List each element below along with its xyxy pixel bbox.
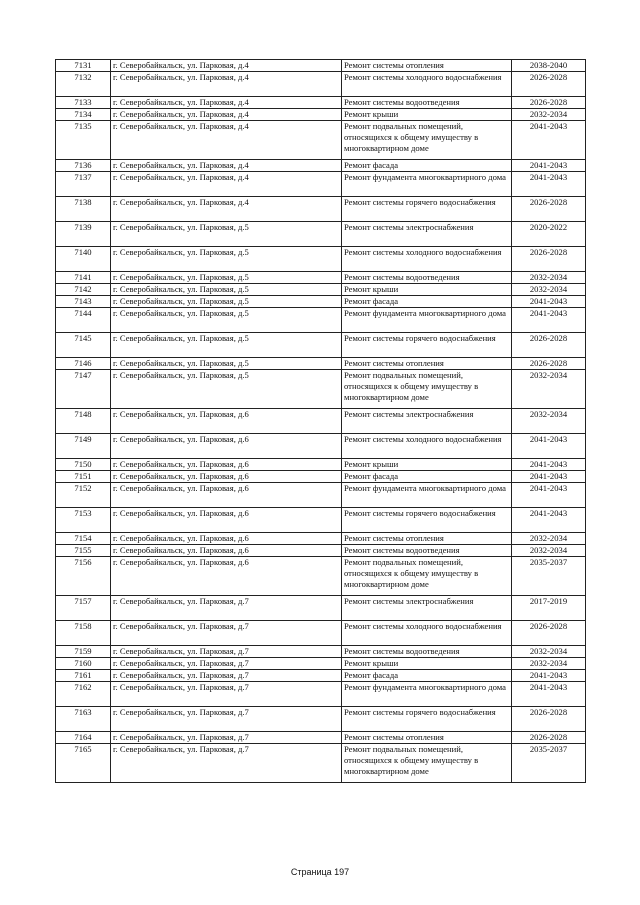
table-row xyxy=(56,646,586,658)
period-cell: 2041-2043 xyxy=(512,296,586,308)
work-type-cell: Ремонт крыши xyxy=(342,284,512,296)
period-cell: 2032-2034 xyxy=(512,409,586,434)
page-number: Страница 197 xyxy=(290,867,350,877)
period-cell: 2026-2028 xyxy=(512,732,586,744)
table-row xyxy=(56,272,586,284)
work-type-cell: Ремонт фасада xyxy=(342,296,512,308)
period-cell: 2026-2028 xyxy=(512,97,586,109)
table-row xyxy=(56,545,586,557)
table-row xyxy=(56,557,586,596)
address-cell: г. Северобайкальск, ул. Парковая, д.4 xyxy=(111,160,342,172)
row-number: 7161 xyxy=(56,670,111,682)
table-row xyxy=(56,533,586,545)
address-cell: г. Северобайкальск, ул. Парковая, д.6 xyxy=(111,434,342,459)
work-type-cell: Ремонт крыши xyxy=(342,109,512,121)
period-cell: 2041-2043 xyxy=(512,172,586,197)
work-type-cell: Ремонт системы водоотведения xyxy=(342,272,512,284)
address-cell: г. Северобайкальск, ул. Парковая, д.5 xyxy=(111,296,342,308)
address-cell: г. Северобайкальск, ул. Парковая, д.4 xyxy=(111,121,342,160)
work-type-cell: Ремонт системы холодного водоснабжения xyxy=(342,621,512,646)
row-number: 7151 xyxy=(56,471,111,483)
table-row xyxy=(56,109,586,121)
table-row xyxy=(56,471,586,483)
period-cell: 2041-2043 xyxy=(512,160,586,172)
work-type-cell: Ремонт подвальных помещений, относящихся к общему имуществу в многоквартирном доме xyxy=(342,744,512,783)
period-cell: 2032-2034 xyxy=(512,545,586,557)
row-number: 7157 xyxy=(56,596,111,621)
table-row xyxy=(56,409,586,434)
row-number: 7160 xyxy=(56,658,111,670)
table-row xyxy=(56,707,586,732)
period-cell: 2041-2043 xyxy=(512,682,586,707)
work-type-cell: Ремонт крыши xyxy=(342,459,512,471)
table-row xyxy=(56,296,586,308)
table-body xyxy=(56,60,586,783)
row-number: 7148 xyxy=(56,409,111,434)
address-cell: г. Северобайкальск, ул. Парковая, д.4 xyxy=(111,97,342,109)
work-type-cell: Ремонт системы холодного водоснабжения xyxy=(342,434,512,459)
table-row xyxy=(56,621,586,646)
address-cell: г. Северобайкальск, ул. Парковая, д.6 xyxy=(111,483,342,508)
table-row xyxy=(56,160,586,172)
row-number: 7154 xyxy=(56,533,111,545)
period-cell: 2032-2034 xyxy=(512,658,586,670)
address-cell: г. Северобайкальск, ул. Парковая, д.7 xyxy=(111,621,342,646)
period-cell: 2017-2019 xyxy=(512,596,586,621)
address-cell: г. Северобайкальск, ул. Парковая, д.6 xyxy=(111,557,342,596)
work-type-cell: Ремонт фундамента многоквартирного дома xyxy=(342,172,512,197)
table-row xyxy=(56,121,586,160)
address-cell: г. Северобайкальск, ул. Парковая, д.4 xyxy=(111,197,342,222)
work-type-cell: Ремонт фундамента многоквартирного дома xyxy=(342,483,512,508)
address-cell: г. Северобайкальск, ул. Парковая, д.5 xyxy=(111,272,342,284)
period-cell: 2026-2028 xyxy=(512,358,586,370)
period-cell: 2038-2040 xyxy=(512,60,586,72)
row-number: 7137 xyxy=(56,172,111,197)
period-cell: 2032-2034 xyxy=(512,272,586,284)
period-cell: 2041-2043 xyxy=(512,483,586,508)
row-number: 7153 xyxy=(56,508,111,533)
address-cell: г. Северобайкальск, ул. Парковая, д.4 xyxy=(111,72,342,97)
period-cell: 2035-2037 xyxy=(512,744,586,783)
row-number: 7163 xyxy=(56,707,111,732)
row-number: 7135 xyxy=(56,121,111,160)
row-number: 7139 xyxy=(56,222,111,247)
period-cell: 2026-2028 xyxy=(512,333,586,358)
row-number: 7142 xyxy=(56,284,111,296)
work-type-cell: Ремонт системы отопления xyxy=(342,358,512,370)
table-row xyxy=(56,60,586,72)
table-row xyxy=(56,222,586,247)
table-row xyxy=(56,670,586,682)
work-type-cell: Ремонт фасада xyxy=(342,160,512,172)
table-row xyxy=(56,197,586,222)
period-cell: 2035-2037 xyxy=(512,557,586,596)
row-number: 7144 xyxy=(56,308,111,333)
address-cell: г. Северобайкальск, ул. Парковая, д.6 xyxy=(111,545,342,557)
period-cell: 2032-2034 xyxy=(512,370,586,409)
address-cell: г. Северобайкальск, ул. Парковая, д.7 xyxy=(111,670,342,682)
row-number: 7134 xyxy=(56,109,111,121)
table-row xyxy=(56,596,586,621)
work-type-cell: Ремонт системы отопления xyxy=(342,533,512,545)
row-number: 7140 xyxy=(56,247,111,272)
table-row xyxy=(56,247,586,272)
table-row xyxy=(56,370,586,409)
work-type-cell: Ремонт системы холодного водоснабжения xyxy=(342,247,512,272)
work-type-cell: Ремонт системы горячего водоснабжения xyxy=(342,508,512,533)
table-row xyxy=(56,483,586,508)
address-cell: г. Северобайкальск, ул. Парковая, д.5 xyxy=(111,333,342,358)
period-cell: 2032-2034 xyxy=(512,533,586,545)
table-row xyxy=(56,72,586,97)
work-type-cell: Ремонт подвальных помещений, относящихся к общему имуществу в многоквартирном доме xyxy=(342,121,512,160)
row-number: 7158 xyxy=(56,621,111,646)
table-row xyxy=(56,658,586,670)
address-cell: г. Северобайкальск, ул. Парковая, д.5 xyxy=(111,247,342,272)
address-cell: г. Северобайкальск, ул. Парковая, д.7 xyxy=(111,658,342,670)
row-number: 7138 xyxy=(56,197,111,222)
work-type-cell: Ремонт подвальных помещений, относящихся к общему имуществу в многоквартирном доме xyxy=(342,557,512,596)
period-cell: 2032-2034 xyxy=(512,646,586,658)
address-cell: г. Северобайкальск, ул. Парковая, д.4 xyxy=(111,60,342,72)
period-cell: 2041-2043 xyxy=(512,121,586,160)
row-number: 7162 xyxy=(56,682,111,707)
address-cell: г. Северобайкальск, ул. Парковая, д.7 xyxy=(111,732,342,744)
row-number: 7165 xyxy=(56,744,111,783)
period-cell: 2032-2034 xyxy=(512,109,586,121)
period-cell: 2020-2022 xyxy=(512,222,586,247)
row-number: 7164 xyxy=(56,732,111,744)
table-row xyxy=(56,744,586,783)
period-cell: 2026-2028 xyxy=(512,707,586,732)
address-cell: г. Северобайкальск, ул. Парковая, д.7 xyxy=(111,646,342,658)
row-number: 7147 xyxy=(56,370,111,409)
address-cell: г. Северобайкальск, ул. Парковая, д.4 xyxy=(111,109,342,121)
address-cell: г. Северобайкальск, ул. Парковая, д.7 xyxy=(111,596,342,621)
period-cell: 2026-2028 xyxy=(512,621,586,646)
row-number: 7149 xyxy=(56,434,111,459)
row-number: 7143 xyxy=(56,296,111,308)
row-number: 7145 xyxy=(56,333,111,358)
period-cell: 2041-2043 xyxy=(512,308,586,333)
work-type-cell: Ремонт крыши xyxy=(342,658,512,670)
work-type-cell: Ремонт системы электроснабжения xyxy=(342,596,512,621)
work-type-cell: Ремонт системы горячего водоснабжения xyxy=(342,707,512,732)
row-number: 7141 xyxy=(56,272,111,284)
period-cell: 2041-2043 xyxy=(512,434,586,459)
address-cell: г. Северобайкальск, ул. Парковая, д.6 xyxy=(111,508,342,533)
address-cell: г. Северобайкальск, ул. Парковая, д.5 xyxy=(111,284,342,296)
work-type-cell: Ремонт системы горячего водоснабжения xyxy=(342,333,512,358)
table-row xyxy=(56,358,586,370)
address-cell: г. Северобайкальск, ул. Парковая, д.5 xyxy=(111,222,342,247)
work-type-cell: Ремонт системы водоотведения xyxy=(342,646,512,658)
period-cell: 2041-2043 xyxy=(512,459,586,471)
table-row xyxy=(56,333,586,358)
address-cell: г. Северобайкальск, ул. Парковая, д.6 xyxy=(111,533,342,545)
row-number: 7132 xyxy=(56,72,111,97)
address-cell: г. Северобайкальск, ул. Парковая, д.7 xyxy=(111,744,342,783)
row-number: 7152 xyxy=(56,483,111,508)
row-number: 7146 xyxy=(56,358,111,370)
work-type-cell: Ремонт системы электроснабжения xyxy=(342,222,512,247)
repair-schedule-table xyxy=(55,59,586,783)
row-number: 7136 xyxy=(56,160,111,172)
table-row xyxy=(56,508,586,533)
work-type-cell: Ремонт фасада xyxy=(342,471,512,483)
work-type-cell: Ремонт системы горячего водоснабжения xyxy=(342,197,512,222)
table-row xyxy=(56,434,586,459)
table-row xyxy=(56,308,586,333)
work-type-cell: Ремонт подвальных помещений, относящихся к общему имуществу в многоквартирном доме xyxy=(342,370,512,409)
row-number: 7150 xyxy=(56,459,111,471)
row-number: 7133 xyxy=(56,97,111,109)
table-row xyxy=(56,459,586,471)
address-cell: г. Северобайкальск, ул. Парковая, д.6 xyxy=(111,409,342,434)
row-number: 7156 xyxy=(56,557,111,596)
work-type-cell: Ремонт системы холодного водоснабжения xyxy=(342,72,512,97)
period-cell: 2041-2043 xyxy=(512,508,586,533)
address-cell: г. Северобайкальск, ул. Парковая, д.5 xyxy=(111,308,342,333)
table-row xyxy=(56,97,586,109)
period-cell: 2032-2034 xyxy=(512,284,586,296)
table-row xyxy=(56,284,586,296)
work-type-cell: Ремонт фундамента многоквартирного дома xyxy=(342,682,512,707)
work-type-cell: Ремонт фундамента многоквартирного дома xyxy=(342,308,512,333)
work-type-cell: Ремонт системы отопления xyxy=(342,60,512,72)
work-type-cell: Ремонт системы водоотведения xyxy=(342,545,512,557)
address-cell: г. Северобайкальск, ул. Парковая, д.5 xyxy=(111,358,342,370)
work-type-cell: Ремонт системы электроснабжения xyxy=(342,409,512,434)
period-cell: 2026-2028 xyxy=(512,247,586,272)
address-cell: г. Северобайкальск, ул. Парковая, д.7 xyxy=(111,707,342,732)
work-type-cell: Ремонт системы водоотведения xyxy=(342,97,512,109)
address-cell: г. Северобайкальск, ул. Парковая, д.5 xyxy=(111,370,342,409)
address-cell: г. Северобайкальск, ул. Парковая, д.4 xyxy=(111,172,342,197)
table-row xyxy=(56,682,586,707)
table-row xyxy=(56,172,586,197)
period-cell: 2026-2028 xyxy=(512,72,586,97)
period-cell: 2041-2043 xyxy=(512,670,586,682)
table-row xyxy=(56,732,586,744)
period-cell: 2041-2043 xyxy=(512,471,586,483)
row-number: 7155 xyxy=(56,545,111,557)
address-cell: г. Северобайкальск, ул. Парковая, д.6 xyxy=(111,459,342,471)
work-type-cell: Ремонт системы отопления xyxy=(342,732,512,744)
address-cell: г. Северобайкальск, ул. Парковая, д.6 xyxy=(111,471,342,483)
work-type-cell: Ремонт фасада xyxy=(342,670,512,682)
row-number: 7131 xyxy=(56,60,111,72)
address-cell: г. Северобайкальск, ул. Парковая, д.7 xyxy=(111,682,342,707)
period-cell: 2026-2028 xyxy=(512,197,586,222)
row-number: 7159 xyxy=(56,646,111,658)
